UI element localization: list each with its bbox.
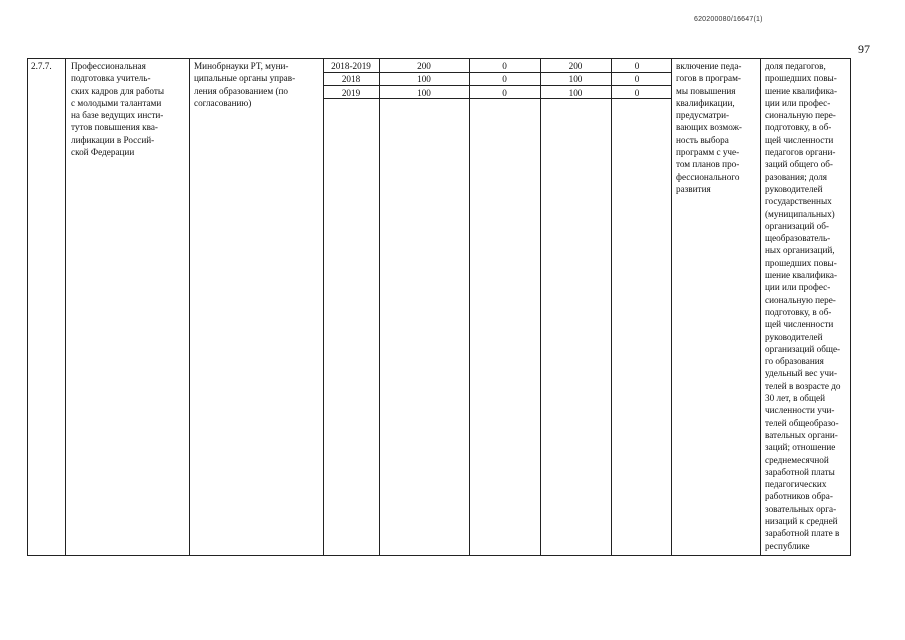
document-id: 620200080/16647(1) [694,16,763,23]
table-top-border [27,58,851,59]
table-right-border [850,58,851,556]
amount-total: 100 [417,88,431,98]
table-bottom-border [27,555,851,556]
amount-other: 0 [634,88,640,98]
amount-republic: 100 [568,88,583,98]
column-divider [379,58,380,556]
table-left-border [27,58,28,556]
target-indicators: доля педагогов, прошедших повы- шение квалифика- ции или профес- сиональную пере- подготовку, в об- щей численности педагогов органи- заций общего об- разования; доля руководителей государственных (муниципальных) организаций об- щеобразователь- ных организаций, прошедших повы- шение квалифика- ции или профес- сиональную пере- подготовку, в об- щей численности руководителей организаций обще- го образования удельный вес учи- телей в возрасте до 30 лет, в общей численности учи- телей общеобразо- вательных органи- заций; отношение среднемесячной заработной платы педагогических работников обра- зовательных орга- низаций к средней заработной плате в республике [765,61,841,551]
amount-federal: 0 [502,88,507,98]
amount-republic: 200 [568,61,583,71]
amount-other: 0 [634,74,640,84]
amount-republic: 100 [568,74,583,84]
year-row-divider [323,85,671,86]
column-divider [189,58,190,556]
column-divider [65,58,66,556]
column-divider [323,58,324,556]
amount-total: 100 [417,74,431,84]
amount-total: 200 [417,61,431,71]
year-period: 2018 [341,74,361,84]
column-divider [611,58,612,556]
year-period: 2019 [341,88,361,98]
expected-result: включение педа- гогов в програм- мы повышения квалификации, предусматри- вающих возмож- ность выбора программ с уче- том планов про- фессионального развития [676,61,742,194]
executor: Минобрнауки РТ, муни- ципальные органы управ- ления образованием (по согласованию) [194,61,296,108]
column-divider [540,58,541,556]
column-divider [671,58,672,556]
item-number: 2.7.7. [31,61,52,71]
page-number: 97 [858,42,870,56]
activity-name: Профессиональная подготовка учитель- ских кадров для работы с молодыми талантами на базе ведущих инсти- тутов повышения ква- лификации в Россий- ской Федерации [71,61,165,158]
amount-other: 0 [634,61,640,71]
year-period: 2018-2019 [331,61,371,71]
amount-federal: 0 [502,61,507,71]
column-divider [469,58,470,556]
column-divider [760,58,761,556]
amount-federal: 0 [502,74,507,84]
activity-table [27,58,851,556]
